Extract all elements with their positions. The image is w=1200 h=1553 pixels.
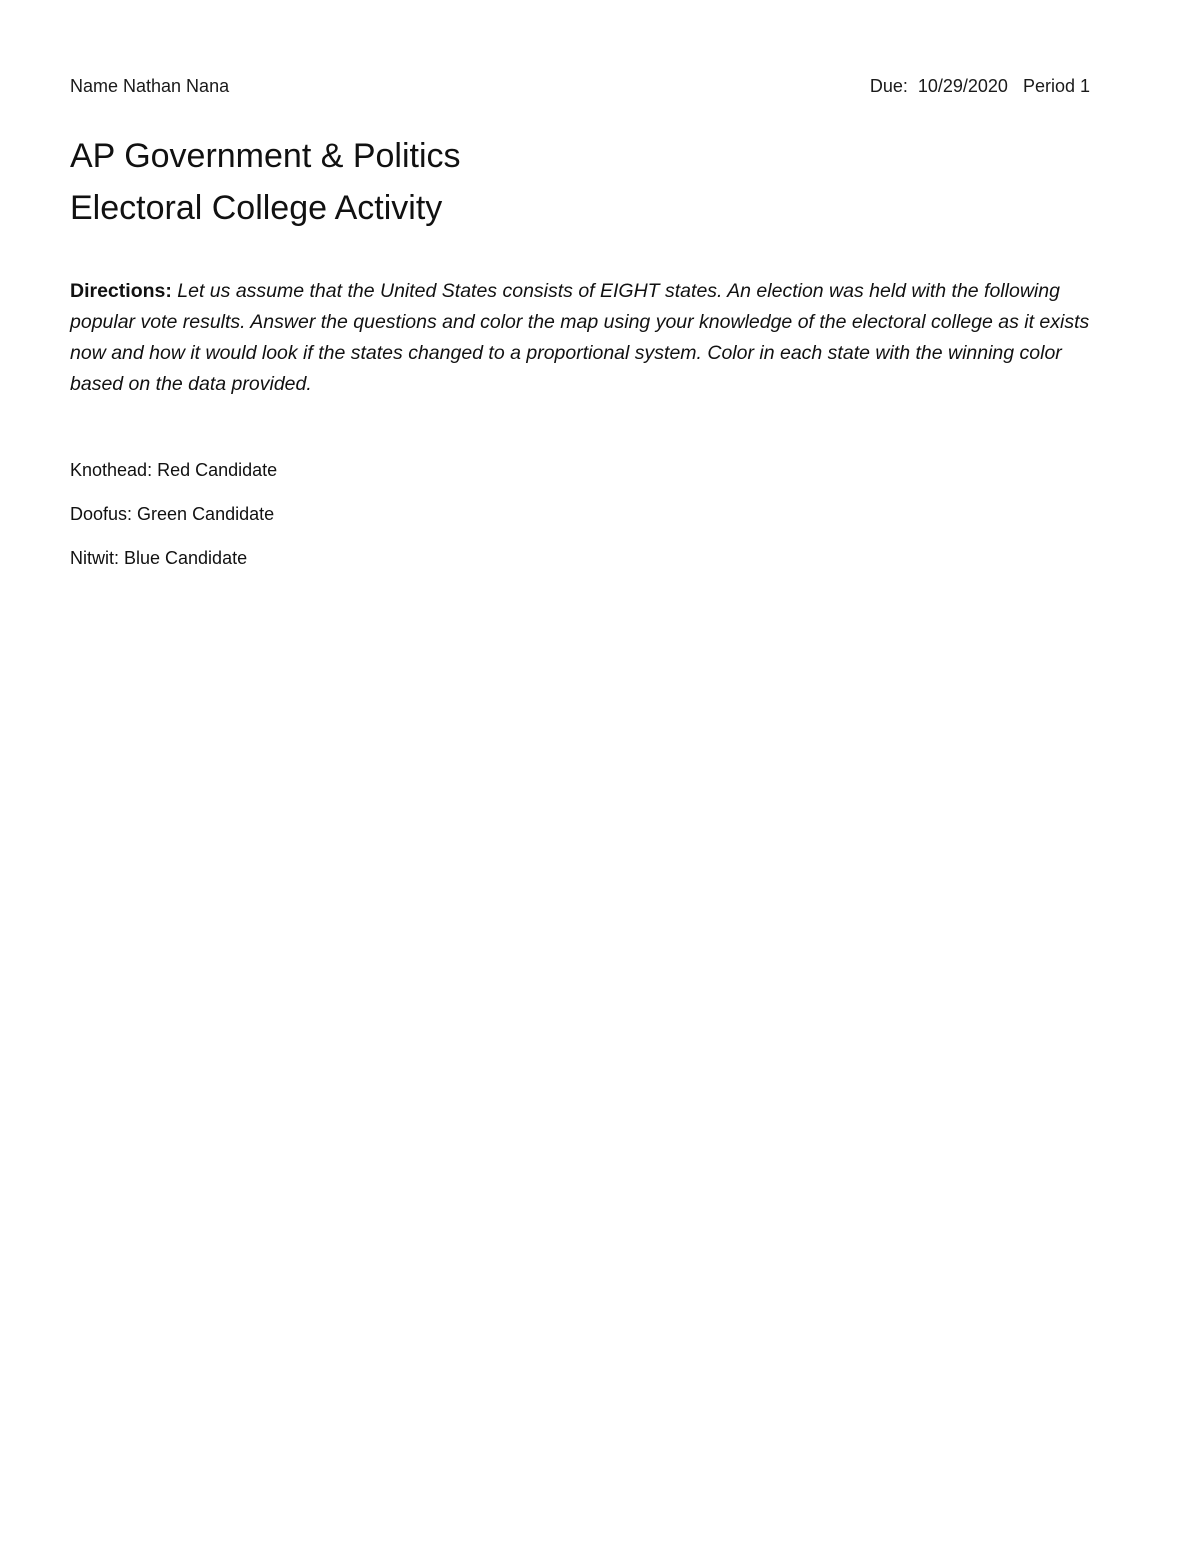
activity-title: Electoral College Activity xyxy=(70,189,443,227)
candidate-doofus: Doofus: Green Candidate xyxy=(70,504,275,524)
directions-label: Directions: xyxy=(70,280,172,302)
candidate-knothead: Knothead: Red Candidate xyxy=(70,460,278,480)
directions-paragraph xyxy=(70,276,1120,400)
candidate-nitwit: Nitwit: Blue Candidate xyxy=(70,548,248,568)
course-title: AP Government & Politics xyxy=(70,137,461,175)
directions-text: Let us assume that the United States consists of EIGHT states. An election was held with the following popular vote results. Answer the questions and color the map using your knowledge of the electoral college as it exists now and how it would look if the states changed to a proportional system. Color in each state with the winning color based on the data provided. xyxy=(70,280,1090,395)
candidate-list xyxy=(70,458,277,590)
header-row xyxy=(70,74,1090,98)
due-date-period: Due: 10/29/2020 Period 1 xyxy=(869,76,1090,96)
page-title xyxy=(70,130,461,234)
student-name: Name Nathan Nana xyxy=(70,76,230,96)
